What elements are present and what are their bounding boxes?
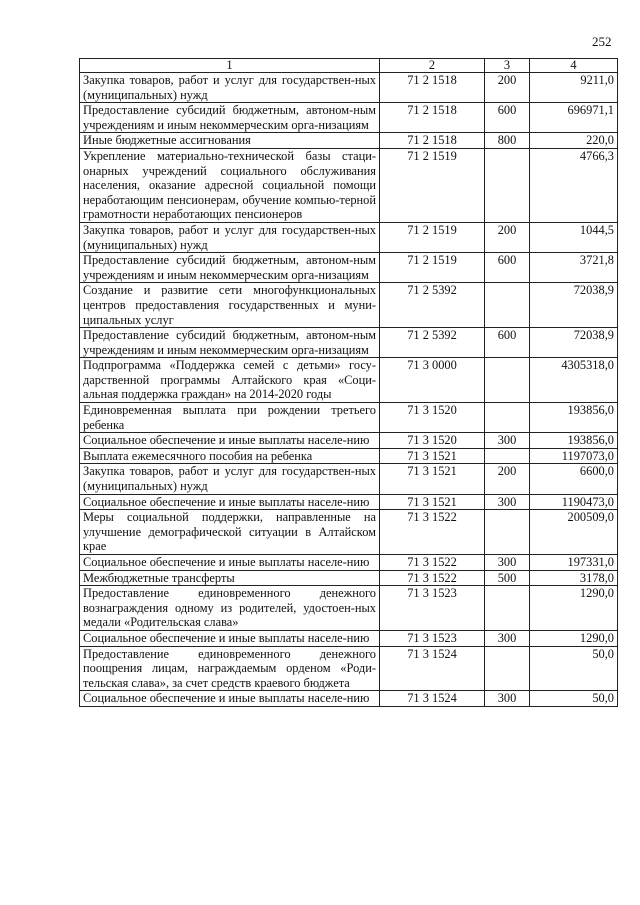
expense-type-code-cell: 600 [485, 328, 530, 358]
expenditure-name-cell: Иные бюджетные ассигнования [80, 133, 380, 149]
table-row [80, 646, 618, 691]
amount-cell: 1290,0 [530, 586, 618, 631]
target-article-code-cell: 71 3 1521 [380, 494, 485, 510]
expenditure-name-cell: Социальное обеспечение и иные выплаты населе-нию [80, 630, 380, 646]
column-header-4: 4 [530, 59, 618, 73]
expenditure-name-cell: Единовременная выплата при рождении третьего ребенка [80, 403, 380, 433]
amount-cell: 72038,9 [530, 328, 618, 358]
expenditure-name-cell: Закупка товаров, работ и услуг для государствен-ных (муниципальных) нужд [80, 222, 380, 252]
target-article-code-cell: 71 3 1520 [380, 403, 485, 433]
expenditure-name-cell: Предоставление субсидий бюджетным, автоном-ным учреждениям и иным некоммерческим орга-низациям [80, 253, 380, 283]
target-article-code-cell: 71 2 1518 [380, 73, 485, 103]
target-article-code-cell: 71 2 1519 [380, 222, 485, 252]
expenditure-name-cell: Предоставление единовременного денежного вознаграждения одному из родителей, удостоен-ных медали «Родительская слава» [80, 586, 380, 631]
expenditure-name-cell: Меры социальной поддержки, направленные на улучшение демографической ситуации в Алтайском крае [80, 510, 380, 555]
amount-cell: 1044,5 [530, 222, 618, 252]
expense-type-code-cell: 300 [485, 555, 530, 571]
expense-type-code-cell: 300 [485, 433, 530, 449]
expense-type-code-cell [485, 403, 530, 433]
amount-cell: 220,0 [530, 133, 618, 149]
table-row [80, 630, 618, 646]
target-article-code-cell: 71 3 1522 [380, 570, 485, 586]
expenditure-name-cell: Предоставление субсидий бюджетным, автоном-ным учреждениям и иным некоммерческим орга-низациям [80, 328, 380, 358]
amount-cell: 50,0 [530, 691, 618, 707]
expense-type-code-cell: 300 [485, 691, 530, 707]
amount-cell: 3178,0 [530, 570, 618, 586]
expenditure-name-cell: Выплата ежемесячного пособия на ребенка [80, 448, 380, 464]
amount-cell: 4766,3 [530, 148, 618, 222]
target-article-code-cell: 71 2 1519 [380, 148, 485, 222]
target-article-code-cell: 71 3 0000 [380, 358, 485, 403]
table-row [80, 253, 618, 283]
table-row [80, 148, 618, 222]
table-row [80, 510, 618, 555]
budget-table [79, 58, 618, 707]
expense-type-code-cell: 300 [485, 630, 530, 646]
amount-cell: 1290,0 [530, 630, 618, 646]
target-article-code-cell: 71 3 1522 [380, 555, 485, 571]
amount-cell: 50,0 [530, 646, 618, 691]
table-row [80, 103, 618, 133]
table-row [80, 283, 618, 328]
table-row [80, 133, 618, 149]
table-row [80, 358, 618, 403]
expenditure-name-cell: Социальное обеспечение и иные выплаты населе-нию [80, 555, 380, 571]
target-article-code-cell: 71 2 1518 [380, 133, 485, 149]
table-row [80, 555, 618, 571]
amount-cell: 200509,0 [530, 510, 618, 555]
table-row [80, 222, 618, 252]
expenditure-name-cell: Социальное обеспечение и иные выплаты населе-нию [80, 433, 380, 449]
expense-type-code-cell [485, 586, 530, 631]
amount-cell: 72038,9 [530, 283, 618, 328]
amount-cell: 9211,0 [530, 73, 618, 103]
expenditure-name-cell: Закупка товаров, работ и услуг для государствен-ных (муниципальных) нужд [80, 73, 380, 103]
column-header-2: 2 [380, 59, 485, 73]
table-row [80, 328, 618, 358]
amount-cell: 193856,0 [530, 403, 618, 433]
table-row [80, 403, 618, 433]
expense-type-code-cell [485, 448, 530, 464]
target-article-code-cell: 71 3 1524 [380, 691, 485, 707]
amount-cell: 6600,0 [530, 464, 618, 494]
amount-cell: 1190473,0 [530, 494, 618, 510]
amount-cell: 197331,0 [530, 555, 618, 571]
amount-cell: 1197073,0 [530, 448, 618, 464]
target-article-code-cell: 71 3 1522 [380, 510, 485, 555]
table-row [80, 433, 618, 449]
page-number: 252 [592, 34, 612, 49]
table-row [80, 586, 618, 631]
table-row [80, 691, 618, 707]
target-article-code-cell: 71 3 1523 [380, 586, 485, 631]
expense-type-code-cell: 600 [485, 103, 530, 133]
expense-type-code-cell: 200 [485, 464, 530, 494]
target-article-code-cell: 71 3 1521 [380, 448, 485, 464]
expense-type-code-cell [485, 646, 530, 691]
target-article-code-cell: 71 3 1521 [380, 464, 485, 494]
expense-type-code-cell: 800 [485, 133, 530, 149]
target-article-code-cell: 71 3 1520 [380, 433, 485, 449]
expenditure-name-cell: Социальное обеспечение и иные выплаты населе-нию [80, 691, 380, 707]
target-article-code-cell: 71 2 1518 [380, 103, 485, 133]
table-row [80, 448, 618, 464]
amount-cell: 4305318,0 [530, 358, 618, 403]
expense-type-code-cell [485, 358, 530, 403]
amount-cell: 3721,8 [530, 253, 618, 283]
expenditure-name-cell: Подпрограмма «Поддержка семей с детьми» госу-дарственной программы Алтайского края «Соци-альная поддержка граждан» на 2014-2020 годы [80, 358, 380, 403]
expense-type-code-cell [485, 283, 530, 328]
expenditure-name-cell: Укрепление материально-технической базы стаци-онарных учреждений социального обслуживания населения, оказание адресной социальной помощи неработающим пенсионерам, обучение компью-терной грамотности неработающих пенсионеров [80, 148, 380, 222]
table-row [80, 494, 618, 510]
table-row [80, 464, 618, 494]
expenditure-name-cell: Социальное обеспечение и иные выплаты населе-нию [80, 494, 380, 510]
expenditure-name-cell: Предоставление единовременного денежного поощрения лицам, награждаемым орденом «Роди-тельская слава», за счет средств краевого бюджета [80, 646, 380, 691]
expense-type-code-cell: 300 [485, 494, 530, 510]
column-header-1: 1 [80, 59, 380, 73]
table-row [80, 570, 618, 586]
target-article-code-cell: 71 2 5392 [380, 283, 485, 328]
expense-type-code-cell: 200 [485, 222, 530, 252]
table-row [80, 73, 618, 103]
expenditure-name-cell: Предоставление субсидий бюджетным, автоном-ным учреждениям и иным некоммерческим орга-низациям [80, 103, 380, 133]
expense-type-code-cell [485, 510, 530, 555]
target-article-code-cell: 71 2 5392 [380, 328, 485, 358]
amount-cell: 696971,1 [530, 103, 618, 133]
expense-type-code-cell: 600 [485, 253, 530, 283]
expense-type-code-cell [485, 148, 530, 222]
expenditure-name-cell: Создание и развитие сети многофункциональных центров предоставления государственных и муни-ципальных услуг [80, 283, 380, 328]
expenditure-name-cell: Межбюджетные трансферты [80, 570, 380, 586]
amount-cell: 193856,0 [530, 433, 618, 449]
table-header-row [80, 59, 618, 73]
table-body [80, 73, 618, 707]
column-header-3: 3 [485, 59, 530, 73]
expense-type-code-cell: 200 [485, 73, 530, 103]
target-article-code-cell: 71 2 1519 [380, 253, 485, 283]
target-article-code-cell: 71 3 1524 [380, 646, 485, 691]
expenditure-name-cell: Закупка товаров, работ и услуг для государствен-ных (муниципальных) нужд [80, 464, 380, 494]
expense-type-code-cell: 500 [485, 570, 530, 586]
target-article-code-cell: 71 3 1523 [380, 630, 485, 646]
